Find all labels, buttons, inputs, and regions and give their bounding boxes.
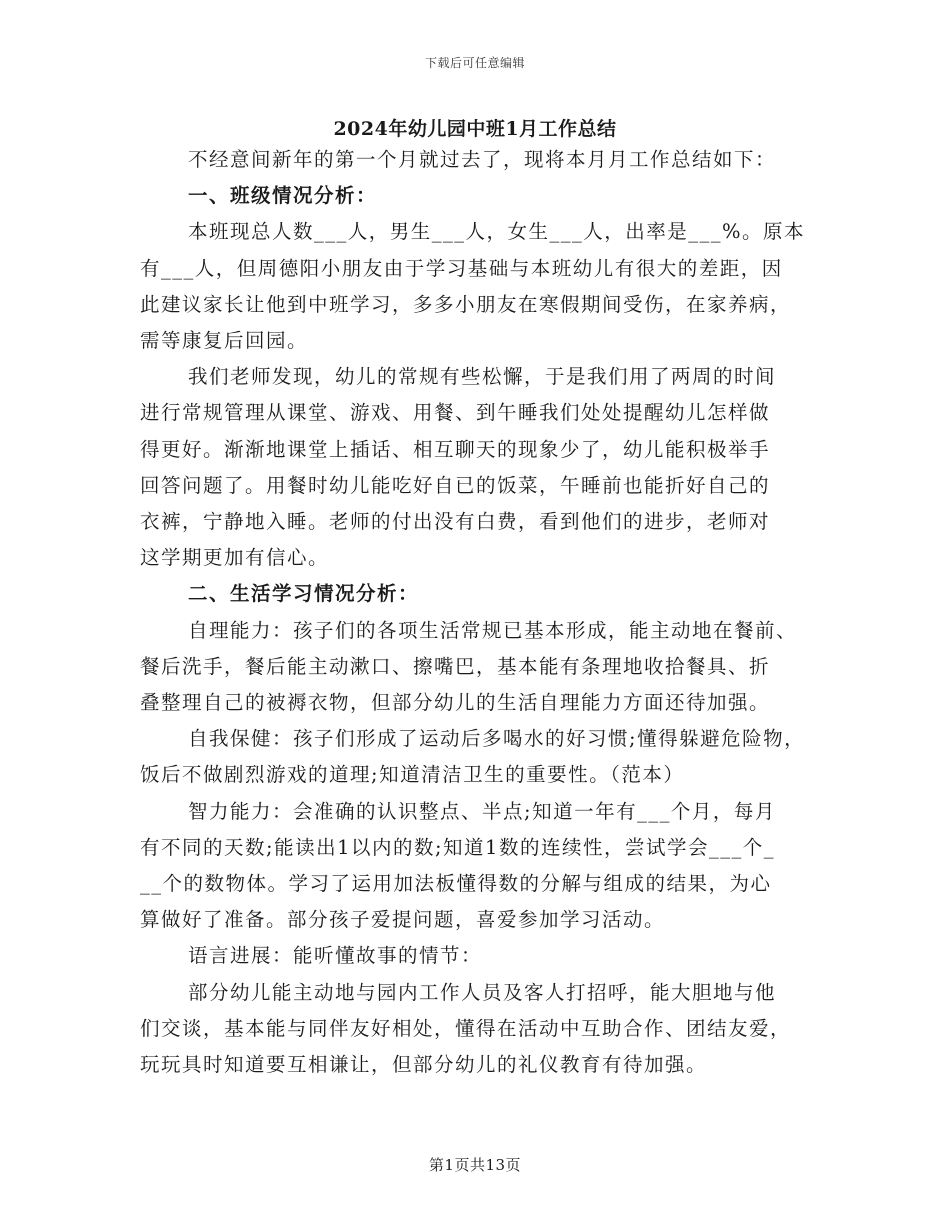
paragraph-line: 我们老师发现，幼儿的常规有些松懈，于是我们用了两周的时间 <box>188 365 777 389</box>
paragraph-line: 回答问题了。用餐时幼儿能吃好自已的饭菜，午睡前也能折好自己的 <box>140 473 771 497</box>
paragraph-line: 得更好。渐渐地课堂上插话、相互聊天的现象少了，幼儿能积极举手 <box>140 437 771 461</box>
paragraph-line: __个的数物体。学习了运用加法板懂得数的分解与组成的结果，为心 <box>140 872 772 895</box>
header-note: 下载后可任意编辑 <box>424 56 525 70</box>
paragraph-line: 自我保健：孩子们形成了运动后多喝水的好习惯;懂得躲避危险物， <box>188 727 806 751</box>
paragraph-line: 需等康复后回园。 <box>140 329 309 352</box>
paragraph-line: 此建议家长让他到中班学习，多多小朋友在寒假期间受伤，在家养病， <box>140 292 792 316</box>
page-footer: 第1页共13页 <box>428 1156 522 1174</box>
paragraph-line: 语言进展：能听懂故事的情节： <box>188 944 483 968</box>
paragraph-line: 部分幼儿能主动地与园内工作人员及客人打招呼，能大胆地与他 <box>188 980 777 1004</box>
paragraph-line: 智力能力：会准确的认识整点、半点;知道一年有___个月，每月 <box>188 799 776 823</box>
paragraph-line: 叠整理自己的被褥衣物，但部分幼儿的生活自理能力方面还待加强。 <box>140 691 771 714</box>
paragraph-line: 算做好了准备。部分孩子爱提问题，喜爱参加学习活动。 <box>140 908 666 932</box>
paragraph-line: 饭后不做剧烈游戏的道理;知道清洁卫生的重要性。（范本） <box>140 763 685 787</box>
paragraph-line: 有不同的天数;能读出1以内的数;知道1数的连续性，尝试学会___个_ <box>140 835 775 859</box>
paragraph-line: 本班现总人数___人，男生___人，女生___人，出率是___%。原本 <box>188 220 806 244</box>
paragraph-line: 们交谈，基本能与同伴友好相处，懂得在活动中互助合作、团结友爱， <box>140 1016 792 1040</box>
paragraph-line: 不经意间新年的第一个月就过去了，现将本月月工作总结如下： <box>188 148 777 171</box>
paragraph-line: 自理能力：孩子们的各项生活常规已基本形成，能主动地在餐前、 <box>188 618 798 642</box>
paragraph-line: 进行常规管理从课堂、游戏、用餐、到午睡我们处处提醒幼儿怎样做 <box>140 401 771 425</box>
section-heading: 一、班级情况分析： <box>188 184 378 208</box>
paragraph-line: 玩玩具时知道要互相谦让，但部分幼儿的礼仪教育有待加强。 <box>140 1053 708 1076</box>
paragraph-line: 这学期更加有信心。 <box>140 546 330 570</box>
paragraph-line: 衣裤，宁静地入睡。老师的付出没有白费，看到他们的进步，老师对 <box>140 510 771 533</box>
section-heading: 二、生活学习情况分析： <box>188 582 420 606</box>
document-title: 2024年幼儿园中班1月工作总结 <box>333 118 617 140</box>
paragraph-line: 有___人，但周德阳小朋友由于学习基础与本班幼儿有很大的差距，因 <box>140 256 783 280</box>
paragraph-line: 餐后洗手，餐后能主动漱口、擦嘴巴，基本能有条理地收拾餐具、折 <box>140 654 771 678</box>
